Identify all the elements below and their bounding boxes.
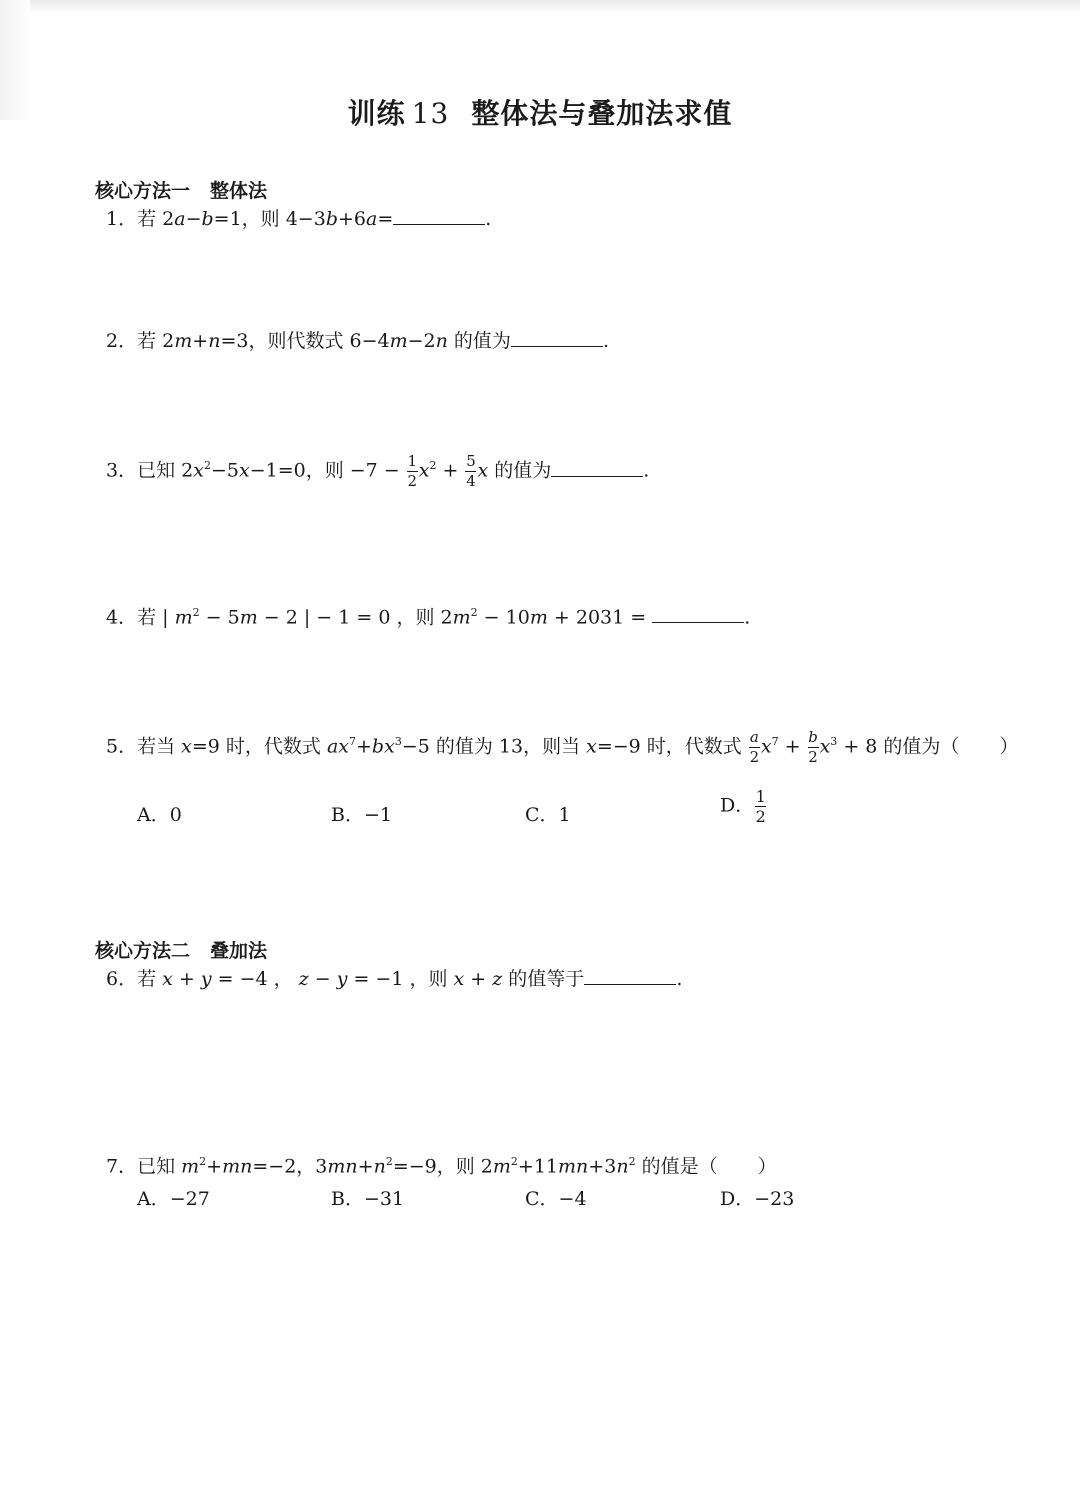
choice-d[interactable]: D． $\frac{1}{2}$ [720, 787, 766, 826]
problem-number: 2． [106, 330, 138, 352]
choice-c[interactable]: C．1 [525, 804, 571, 826]
page-title-number: 13 [411, 97, 450, 130]
answer-blank[interactable] [551, 458, 643, 477]
fraction-five-quarters: $\frac{5}{4}$ [466, 452, 476, 490]
problem-number: 4． [106, 606, 138, 629]
page-title-subtitle: 整体法与叠加法求值 [471, 97, 733, 130]
page-title [0, 92, 1080, 132]
answer-blank[interactable] [511, 328, 603, 347]
section-heading-1 [95, 176, 267, 203]
fraction-one-half: $\frac{1}{2}$ [755, 787, 766, 826]
problem-number: 1． [106, 208, 138, 230]
choice-d[interactable]: D．−23 [720, 1188, 795, 1210]
section-heading-2 [95, 936, 267, 963]
choice-a[interactable]: A．−27 [137, 1188, 210, 1210]
problem-number: 6． [106, 968, 138, 990]
section-label: 核心方法一 [95, 180, 191, 202]
problem-2: 2．若 2m+n=3，则代数式 6−4m−2n 的值为 . [106, 330, 609, 352]
problem-number: 3． [106, 459, 138, 482]
problem-3: 3．已知 $2x^2-5x-1=0$，则 −7 − $\frac{1}{2}$ $x^2$ + $\frac{5}{4}$ x 的值为 . [106, 452, 650, 490]
problem-number: 5． [106, 735, 138, 758]
section-name: 叠加法 [210, 940, 268, 962]
problem-4: 4．若 | $m^2 - 5m - 2$ | − 1 = 0 ，则 $2m^2 - 10m + 2031$ = . [106, 606, 751, 629]
section-label: 核心方法二 [95, 940, 191, 962]
problem-5: 5．若当 x=9 时，代数式 $ax^7+bx^3-5$ 的值为 13，则当 x=−9 时，代数式 $\frac{a}{2}$ $x^7$ + $\frac{b}{2}$ $x^3 + 8$ 的值为（ ） [106, 728, 1019, 766]
fraction-a-over-2: $\frac{a}{2}$ [749, 728, 760, 766]
problem-6: 6．若 x + y = −4 ， z − y = −1 ，则 x + z 的值等于 . [106, 968, 683, 990]
answer-blank[interactable] [652, 604, 744, 623]
fraction-b-over-2: $\frac{b}{2}$ [808, 728, 818, 766]
scan-shadow-top [0, 0, 1080, 14]
choices-7 [137, 1184, 917, 1224]
page-title-label: 训练 [347, 97, 406, 130]
problem-number: 7． [106, 1155, 138, 1178]
choice-c[interactable]: C．−4 [525, 1188, 587, 1210]
choice-a[interactable]: A．0 [137, 804, 182, 826]
answer-blank[interactable] [393, 206, 485, 225]
answer-blank[interactable] [584, 966, 676, 985]
problem-1: 1．若 2a−b=1，则 4−3b+6a= . [106, 208, 492, 230]
fraction-one-half: $\frac{1}{2}$ [407, 452, 418, 490]
choices-5 [137, 787, 917, 840]
section-name: 整体法 [210, 180, 268, 202]
problem-7: 7．已知 $m^2+mn=-2$，$3mn+n^2=-9$，则 $2m^2+11mn+3n^2$ 的值是（ ） [106, 1155, 777, 1178]
choice-b[interactable]: B．−1 [331, 804, 392, 826]
choice-b[interactable]: B．−31 [331, 1188, 405, 1210]
